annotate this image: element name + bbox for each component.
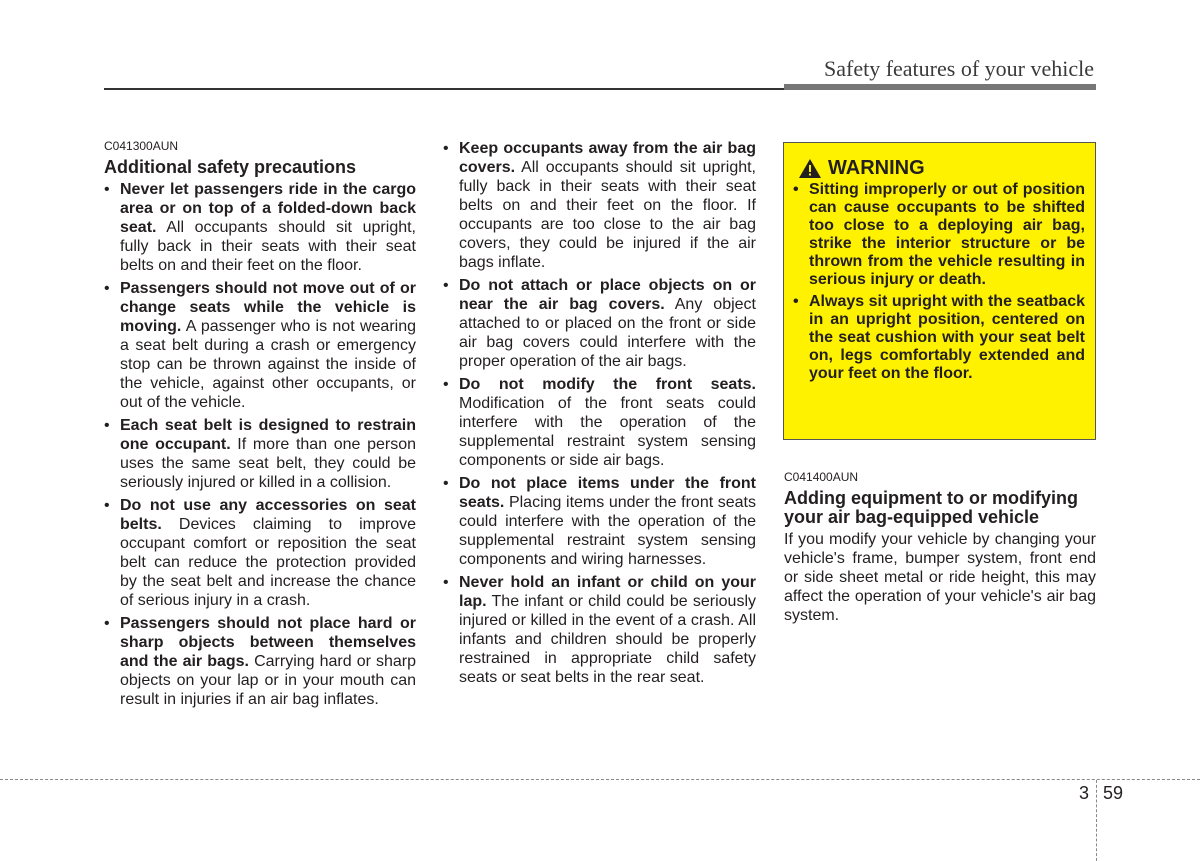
list-item: • Each seat belt is designed to restrain one occupant. If more than one person uses the same seat belt, they could be seriously injured or killed in a collision. <box>104 417 416 491</box>
list-item: • Do not modify the front seats. Modification of the front seats could interfere with the operation of the supplemental restraint system sensing components or side air bags. <box>443 376 756 469</box>
bullet-icon: • <box>104 181 110 198</box>
bullet-icon: • <box>104 280 110 297</box>
bullet-icon: • <box>104 417 110 434</box>
bullet-list <box>443 139 756 687</box>
bullet-icon: • <box>793 181 799 198</box>
footer-divider <box>0 779 1200 780</box>
list-item: • Never let passengers ride in the cargo area or on top of a folded-down back seat. All occupants should sit upright, fully back in their seats with their seat belts on and their feet on the floor. <box>104 181 416 274</box>
bullet-icon: • <box>443 277 449 294</box>
header-rule-accent <box>784 84 1096 90</box>
column-middle <box>443 139 756 691</box>
chapter-number: 3 <box>1079 783 1090 803</box>
list-item: • Sitting improperly or out of position can cause occupants to be shifted too close to a deploying air bag, strike the interior structure or be thrown from the vehicle resulting in serious injury or death. <box>793 181 1085 288</box>
warning-title <box>798 157 925 180</box>
list-item: • Do not place items under the front seats. Placing items under the front seats could interfere with the operation of the supplemental restraint system sensing components and wiring harnesses. <box>443 475 756 568</box>
bullet-icon: • <box>104 615 110 632</box>
bullet-list <box>104 180 416 709</box>
column-right <box>784 470 1096 625</box>
warning-box <box>783 142 1096 440</box>
list-item: • Passengers should not place hard or sharp objects between themselves and the air bags. Carrying hard or sharp objects on your lap or in your mouth can result in injuries if an air bag inflates. <box>104 615 417 708</box>
warning-title-text: WARNING <box>828 157 925 179</box>
section-heading: Additional safety precautions <box>104 157 357 177</box>
list-item: • Passengers should not move out of or change seats while the vehicle is moving. A passenger who is not wearing a seat belt during a crash or emergency stop can be thrown against the inside of the vehicle, against other occupants, or out of the vehicle. <box>104 280 416 411</box>
section-heading: Adding equipment to or modifying your air bag-equipped vehicle <box>784 488 1078 527</box>
list-item: • Do not attach or place objects on or near the air bag covers. Any object attached to or placed on the front or side air bag covers could interfere with the proper operation of the air bags. <box>443 277 756 370</box>
bullet-icon: • <box>443 376 449 393</box>
running-header-title: Safety features of your vehicle <box>824 56 1094 81</box>
list-item: • Always sit upright with the seatback in an upright position, centered on the seat cushion with your seat belt on, legs comfortably extended and your feet on the floor. <box>793 293 1085 382</box>
bullet-icon: • <box>443 574 449 591</box>
warning-triangle-icon <box>798 158 822 179</box>
list-item: • Never hold an infant or child on your lap. The infant or child could be seriously injured or killed in the event of a crash. All infants and children should be properly restrained in appropriate child safety seats or seat belts in the rear seat. <box>443 574 756 686</box>
footer-vertical-divider <box>1096 780 1097 861</box>
section-code: C041300AUN <box>104 139 179 153</box>
page-number: 59 <box>1103 783 1124 803</box>
header-rule <box>104 88 784 90</box>
section-body: If you modify your vehicle by changing your vehicle's frame, bumper system, front end or side sheet metal or ride height, this may affect the operation of your vehicle's air bag system. <box>784 531 1096 624</box>
bullet-icon: • <box>104 497 110 514</box>
list-item: • Do not use any accessories on seat belts. Devices claiming to improve occupant comfort or reposition the seat belt can reduce the protection provided by the seat belt and increase the chance of serious injury in a crash. <box>104 497 416 609</box>
bullet-icon: • <box>793 293 799 310</box>
warning-list <box>793 181 1085 387</box>
column-left <box>104 139 416 713</box>
bullet-icon: • <box>443 140 449 157</box>
section-code: C041400AUN <box>784 470 859 484</box>
bullet-icon: • <box>443 475 449 492</box>
list-item: • Keep occupants away from the air bag covers. All occupants should sit upright, fully back in their seats with their seat belts on and their feet on the floor. If occupants are too close to the air bag covers, they could be injured if the air bags inflate. <box>443 140 756 271</box>
